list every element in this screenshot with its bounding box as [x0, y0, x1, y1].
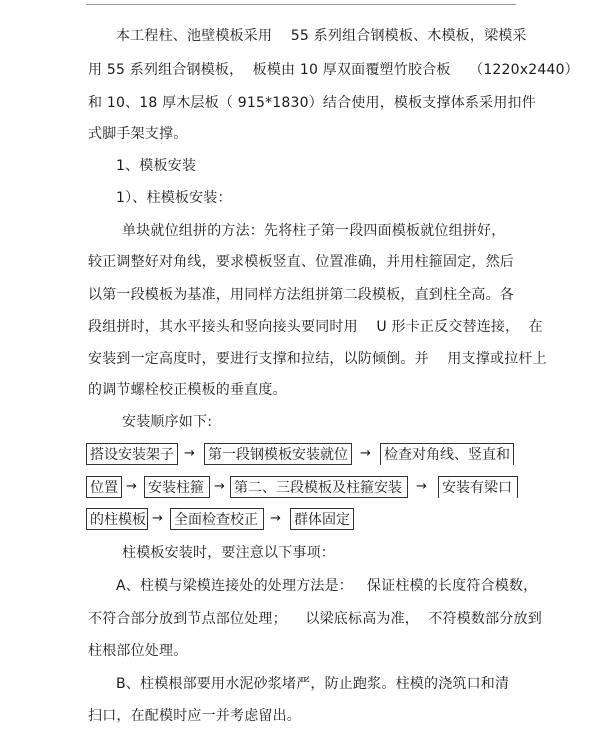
note-a-line-3: 柱根部位处理。 — [88, 643, 188, 659]
flow-arrow-icon: → — [152, 511, 163, 526]
flow-arrow-icon: → — [416, 479, 427, 494]
flow-step-7-box: 全面检查校正 — [170, 508, 264, 530]
paragraph-2-line-1: 单块就位组拼的方法：先将柱子第一段四面模板就位组拼好， — [122, 223, 506, 239]
flow-step-3-box-bottom: 位置 — [86, 476, 122, 498]
flow-arrow-icon: → — [270, 511, 281, 526]
paragraph-2-line-6: 的调节螺栓校正模板的垂直度。 — [88, 382, 287, 398]
note-a-line-2: 不符合部分放到节点部位处理； 以梁底标高为准， 不符模数部分放到 — [88, 611, 542, 627]
paragraph-1-line-2: 用 55 系列组合钢模板， 板模由 10 厚双面覆塑竹胶合板 （1220x2440） — [88, 62, 579, 78]
paragraph-1-line-4: 式脚手架支撑。 — [88, 126, 188, 142]
flow-arrow-icon: → — [360, 446, 371, 461]
notes-intro: 柱模板安装时，要注意以下事项： — [122, 545, 335, 561]
flow-step-1-box: 搭设安装架子 — [86, 443, 178, 465]
flow-step-6-box-top: 安装有梁口 — [438, 476, 518, 498]
subsection-heading-column-formwork: 1）、柱模板安装： — [116, 190, 232, 206]
paragraph-1-line-1: 本工程柱、池壁模板采用 55 系列组合钢模板、木模板，梁模采 — [116, 28, 527, 44]
flow-step-4-box: 安装柱箍 — [144, 476, 210, 498]
flow-step-6-box-bottom: 的柱模板 — [86, 508, 148, 530]
flow-step-8-box: 群体固定 — [290, 508, 354, 530]
flow-step-2-box: 第一段钢模板安装就位 — [204, 443, 352, 465]
paragraph-2-line-3: 以第一段模板为基准，用同样方法组拼第二段模板，直到柱全高。各 — [88, 287, 514, 303]
page-top-rule — [86, 4, 516, 5]
note-b-line-1: B、柱模根部要用水泥砂浆堵严，防止跑浆。柱模的浇筑口和清 — [116, 676, 510, 692]
paragraph-2-line-4: 段组拼时，其水平接头和竖向接头要同时用 U 形卡正反交替连接， 在 — [88, 319, 543, 335]
flow-arrow-icon: → — [184, 446, 195, 461]
paragraph-2-line-2: 较正调整好对角线，要求模板竖直、位置准确，并用柱箍固定，然后 — [88, 254, 514, 270]
section-heading-formwork-installation: 1、模板安装 — [116, 158, 197, 174]
note-a-line-1: A、柱模与梁模连接处的处理方法是： 保证柱模的长度符合模数， — [116, 578, 538, 594]
flow-step-5-box: 第二、三段模板及柱箍安装 — [230, 476, 408, 498]
flow-arrow-icon: → — [214, 479, 225, 494]
sequence-heading: 安装顺序如下: — [122, 414, 213, 430]
flow-step-3-box-top: 检查对角线、竖直和 — [380, 443, 514, 465]
flow-arrow-icon: → — [126, 479, 137, 494]
paragraph-2-line-5: 安装到一定高度时，要进行支撑和拉结，以防倾倒。并 用支撑或拉杆上 — [88, 351, 547, 367]
note-b-line-2: 扫口，在配模时应一并考虑留出。 — [88, 708, 301, 724]
paragraph-1-line-3: 和 10、18 厚木层板（ 915*1830）结合使用，模板支撑体系采用扣件 — [88, 95, 536, 111]
